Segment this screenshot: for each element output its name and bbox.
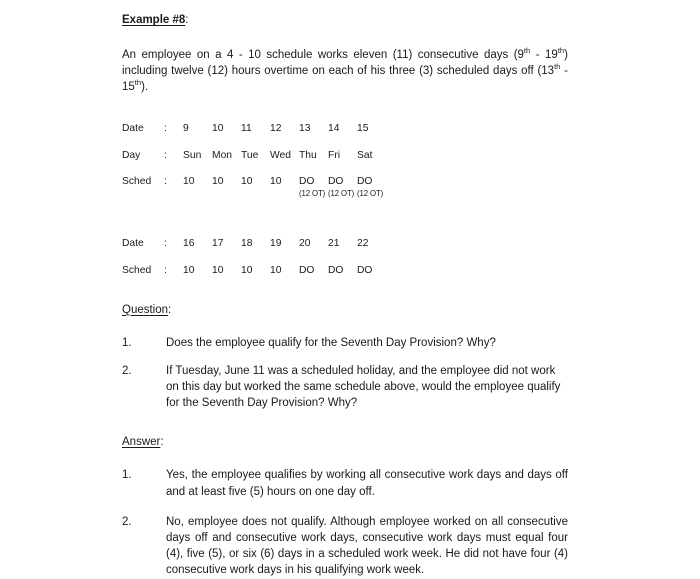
page-title-colon: : (185, 14, 189, 26)
row-colon: : (164, 122, 167, 134)
cell-value: 10 (212, 122, 224, 134)
cell-value (270, 175, 299, 199)
cell-value: Wed (270, 149, 291, 161)
cell-value: 9 (183, 122, 189, 134)
intro-paragraph (122, 47, 568, 96)
table-row (122, 264, 386, 277)
cell-value (183, 175, 212, 199)
schedule-table-week-2 (122, 237, 386, 277)
cell-main: 10 (212, 175, 224, 187)
intro-seg-2: - 19 (530, 49, 558, 61)
cell-value: 10 (212, 264, 224, 276)
question-item-text: If Tuesday, June 11 was a scheduled holiday, and the employee did not work on this day but worked the same schedule above, would the employee qualify for the Seventh Day Provision? Why? (166, 364, 561, 410)
cell-value: Mon (212, 149, 233, 161)
cell-value (328, 175, 357, 199)
cell-value: 17 (212, 237, 224, 249)
answer-item-number: 1. (122, 469, 132, 482)
answer-heading (122, 435, 568, 449)
table-row (122, 237, 386, 264)
cell-value (357, 175, 386, 199)
cell-value (241, 175, 270, 199)
cell-value: 16 (183, 237, 195, 249)
spacer (122, 199, 568, 225)
cell-overtime: (12 OT) (328, 188, 355, 198)
cell-value: 22 (357, 237, 369, 249)
cell-main: DO (357, 175, 373, 187)
page-title (122, 13, 568, 27)
spacer (122, 317, 568, 335)
cell-value: 10 (270, 264, 282, 276)
question-heading-colon: : (168, 303, 172, 316)
cell-value: Fri (328, 149, 341, 161)
intro-seg-4: - 15 (122, 65, 568, 94)
spacer (122, 27, 568, 47)
cell-value: Sun (183, 149, 202, 161)
answer-item-number: 2. (122, 515, 132, 528)
cell-value: 13 (299, 122, 311, 134)
cell-value: 19 (270, 237, 282, 249)
answer-heading-label: Answer (122, 436, 161, 449)
row-label: Sched (122, 264, 152, 276)
row-label: Date (122, 237, 144, 249)
row-label: Date (122, 122, 144, 134)
cell-value: 21 (328, 237, 340, 249)
row-colon: : (164, 264, 167, 276)
intro-seg-1: An employee on a 4 - 10 schedule works eleven (11) consecutive days (9 (122, 49, 524, 61)
spacer (122, 225, 568, 237)
question-heading-label: Question (122, 303, 169, 316)
question-item-2 (122, 363, 568, 412)
cell-overtime: (12 OT) (357, 188, 384, 198)
answer-item-text: Yes, the employee qualifies by working all consecutive work days and days off and at least five (5) hours on one day off. (166, 469, 568, 498)
question-heading (122, 303, 568, 317)
spacer (122, 449, 568, 467)
cell-value: DO (328, 264, 344, 276)
intro-seg-5: ). (141, 81, 149, 94)
cell-value: 20 (299, 237, 311, 249)
table-row (122, 149, 386, 175)
cell-main: DO (328, 175, 344, 187)
cell-overtime: (12 OT) (299, 188, 326, 198)
row-colon: : (164, 237, 167, 249)
answer-item-2 (122, 514, 568, 579)
document-content (122, 13, 568, 579)
spacer (122, 500, 568, 514)
spacer (122, 277, 568, 303)
schedule-table-week-1 (122, 122, 386, 199)
schedule-table-body-2 (122, 237, 386, 277)
ordinal-suffix-19th: th (557, 46, 565, 56)
cell-value: 10 (241, 264, 253, 276)
cell-main: 10 (241, 175, 253, 187)
question-item-number: 1. (122, 336, 132, 349)
ordinal-suffix-9th: th (523, 46, 531, 56)
cell-value: 10 (183, 264, 195, 276)
schedule-table-body-1 (122, 122, 386, 199)
cell-value: Sat (357, 149, 373, 161)
table-row (122, 175, 386, 199)
cell-main: 10 (183, 175, 195, 187)
cell-value: DO (357, 264, 373, 276)
intro-seg-3: ) including twelve (12) hours overtime on each of his three (3) scheduled days off (13 (122, 49, 568, 78)
cell-main: 10 (270, 175, 282, 187)
row-colon: : (164, 149, 167, 161)
answer-item-1 (122, 467, 568, 499)
cell-value: DO (299, 264, 315, 276)
cell-value: Thu (299, 149, 317, 161)
question-item-text: Does the employee qualify for the Seventh Day Provision? Why? (166, 336, 496, 349)
page-title-label: Example #8 (122, 14, 186, 26)
cell-value (299, 175, 328, 199)
cell-value (212, 175, 241, 199)
ordinal-suffix-15th: th (134, 78, 142, 88)
spacer (122, 411, 568, 435)
cell-value: 15 (357, 122, 369, 134)
table-row (122, 122, 386, 149)
answer-heading-colon: : (160, 436, 164, 449)
ordinal-suffix-13th: th (554, 62, 561, 72)
row-colon: : (164, 175, 167, 187)
cell-value: Tue (241, 149, 259, 161)
cell-value: 14 (328, 122, 340, 134)
question-item-1 (122, 335, 568, 351)
question-item-number: 2. (122, 364, 132, 377)
answer-item-text: No, employee does not qualify. Although employee worked on all consecutive days off and consecutive work days, consecutive work days must equal four (4), five (5), or six (6) days in a scheduled work week. He did not have four (4) consecutive work days in his qualifying work week. (166, 515, 568, 577)
cell-main: DO (299, 175, 315, 187)
cell-value: 12 (270, 122, 282, 134)
row-label: Day (122, 149, 141, 161)
cell-value: 11 (241, 122, 252, 134)
row-label: Sched (122, 175, 152, 187)
spacer (122, 96, 568, 122)
cell-value: 18 (241, 237, 253, 249)
spacer (122, 351, 568, 363)
